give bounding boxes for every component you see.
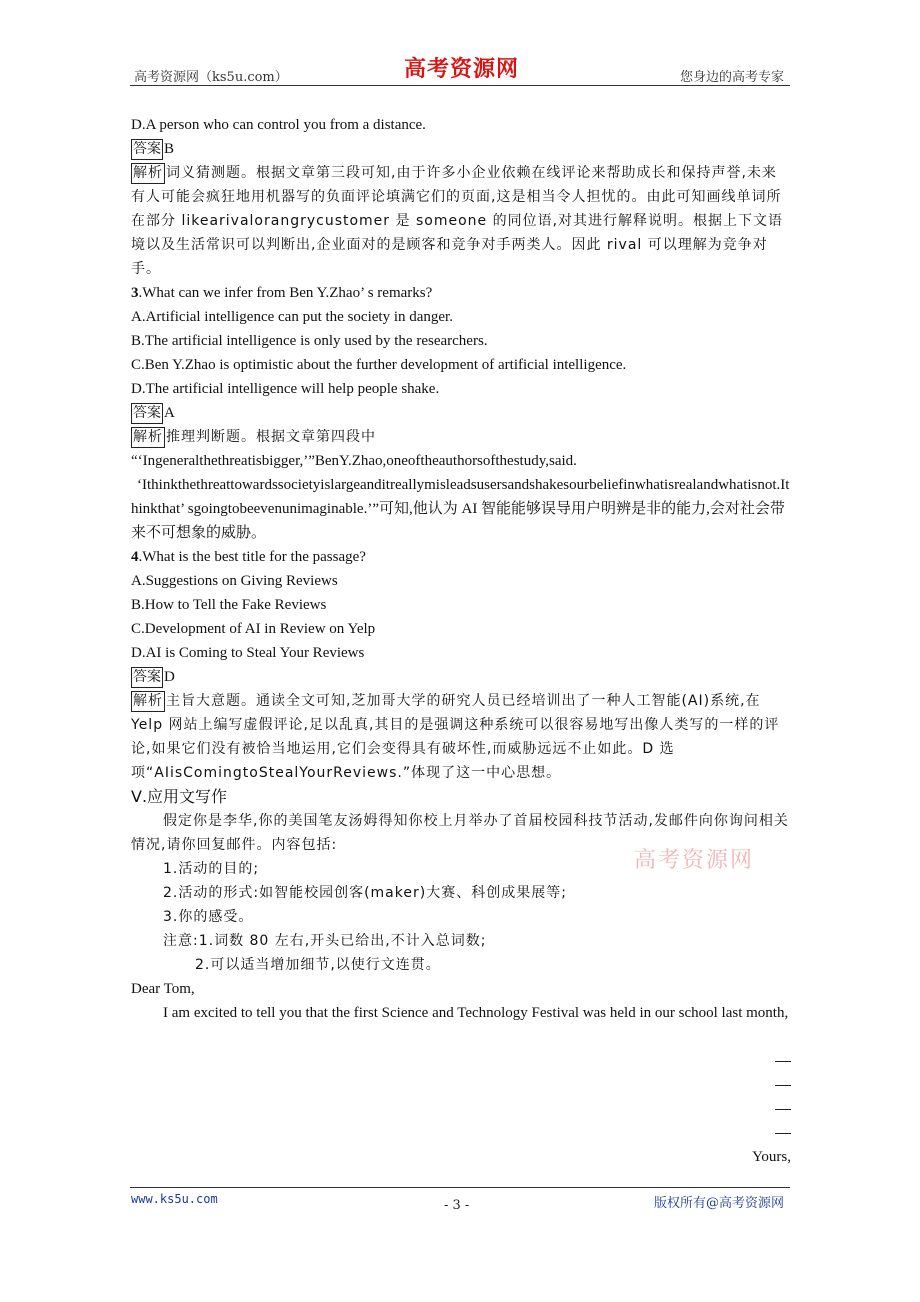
q4-option-a: A.Suggestions on Giving Reviews [131,573,338,589]
page-number: - 3 - [444,1198,470,1213]
q3-analysis-quote2: ‘Ithinkthethreattowardssocietyislargeanditreallymisleadsusersandshakesourbeliefinwhatisrealandwhatisnot.Ithinkthat’ sgoingtobeevenunimaginable.’”可知,他认为 AI 智能能够误导用户明辨是非的能力,会对社会带来不可想象的威胁。 [131,477,790,541]
answer-tag: 答案 [131,139,163,160]
q4-question [131,545,791,569]
analysis-tag: 解析 [131,427,165,448]
q4-answer-value: D [164,669,175,685]
writing-point-2: 2.活动的形式:如智能校园创客(maker)大赛、科创成果展等; [163,885,567,901]
letter-opening: I am excited to tell you that the first Science and Technology Festival was held in our school last month, [163,1005,789,1021]
q3-option-b: B.The artificial intelligence is only used by the researchers. [131,333,488,349]
q2-analysis-text: 词义猜测题。根据文章第三段可知,由于许多小企业依赖在线评论来帮助成长和保持声誉,未来有人可能会疯狂地用机器写的负面评论填满它们的页面,这是相当令人担忧的。由此可知画线单词所在部分 likearivalorangrycustomer 是 someone 的同位语,对其进行解释说明。根据上下文语境以及生活常识可以判断出,企业面对的是顾客和竞争对手两类人。因此 rival 可以理解为竞争对手。 [131,165,784,277]
watermark: 高考资源网 [634,848,755,873]
answer-line [131,1097,791,1121]
answer-tag: 答案 [131,403,163,424]
q3-answer [131,401,791,425]
footer-copyright: 版权所有@高考资源网 [653,1196,784,1211]
q3-analysis-intro-text: 推理判断题。根据文章第四段中 [166,429,376,445]
writing-prompt: 假定你是李华,你的美国笔友汤姆得知你校上月举办了首届校园科技节活动,发邮件向你询问相关情况,请你回复邮件。内容包括: [131,813,789,853]
q3-option-c: C.Ben Y.Zhao is optimistic about the further development of artificial intelligence. [131,357,627,373]
analysis-tag: 解析 [131,163,165,184]
section-title: Ⅴ.应用文写作 [131,787,228,806]
q3-number: 3 [131,285,139,301]
writing-note-1: 注意:1.词数 80 左右,开头已给出,不计入总词数; [163,933,487,949]
answer-line [131,1121,791,1145]
q3-answer-value: A [164,405,175,421]
q4-question-text: .What is the best title for the passage? [138,549,366,565]
q2-answer-value: B [164,141,175,157]
q2-analysis [131,161,791,281]
q3-question-text: .What can we infer from Ben Y.Zhao’ s remarks? [138,285,433,301]
q4-analysis-text: 主旨大意题。通读全文可知,芝加哥大学的研究人员已经培训出了一种人工智能(AI)系统,在 Yelp 网站上编写虚假评论,足以乱真,其目的是强调这种系统可以很容易地写出像人类写的一样的评论,如果它们没有被恰当地运用,它们会变得具有破坏性,而威胁远远不止如此。D 选项“AIisComingtoStealYourReviews.”体现了这一中心思想。 [131,693,780,781]
answer-line [131,1049,791,1073]
writing-note-2: 2.可以适当增加细节,以使行文连贯。 [195,957,441,973]
q4-number: 4 [131,549,139,565]
q2-answer [131,137,791,161]
header-slogan: 您身边的高考专家 [679,70,784,85]
q4-option-c: C.Development of AI in Review on Yelp [131,621,376,637]
q4-option-b: B.How to Tell the Fake Reviews [131,597,327,613]
answer-line [131,1073,791,1097]
letter-greeting: Dear Tom, [131,981,195,997]
q4-analysis [131,689,791,785]
header-site-name: 高考资源网（ks5u.com） [134,70,288,85]
q3-analysis-quote1: “‘Ingeneralthethreatisbigger,’”BenY.Zhao,oneoftheauthorsofthestudy,said. [131,453,577,469]
letter-closing: Yours, [752,1149,791,1165]
answer-tag: 答案 [131,667,163,688]
page-content [131,113,791,1169]
footer-divider [130,1187,790,1188]
q3-option-a: A.Artificial intelligence can put the society in danger. [131,309,453,325]
q2-option-d: D.A person who can control you from a distance. [131,117,426,133]
footer-site-link[interactable]: www.ks5u.com [131,1192,218,1206]
header-logo: 高考资源网 [404,56,520,82]
q4-answer [131,665,791,689]
blank-gap [131,1025,791,1049]
analysis-tag: 解析 [131,691,165,712]
header-divider [130,85,790,86]
writing-point-3: 3.你的感受。 [163,909,254,925]
q3-question [131,281,791,305]
q4-option-d: D.AI is Coming to Steal Your Reviews [131,645,365,661]
q3-analysis-intro [131,425,791,449]
writing-point-1: 1.活动的目的; [163,861,260,877]
q3-option-d: D.The artificial intelligence will help people shake. [131,381,440,397]
